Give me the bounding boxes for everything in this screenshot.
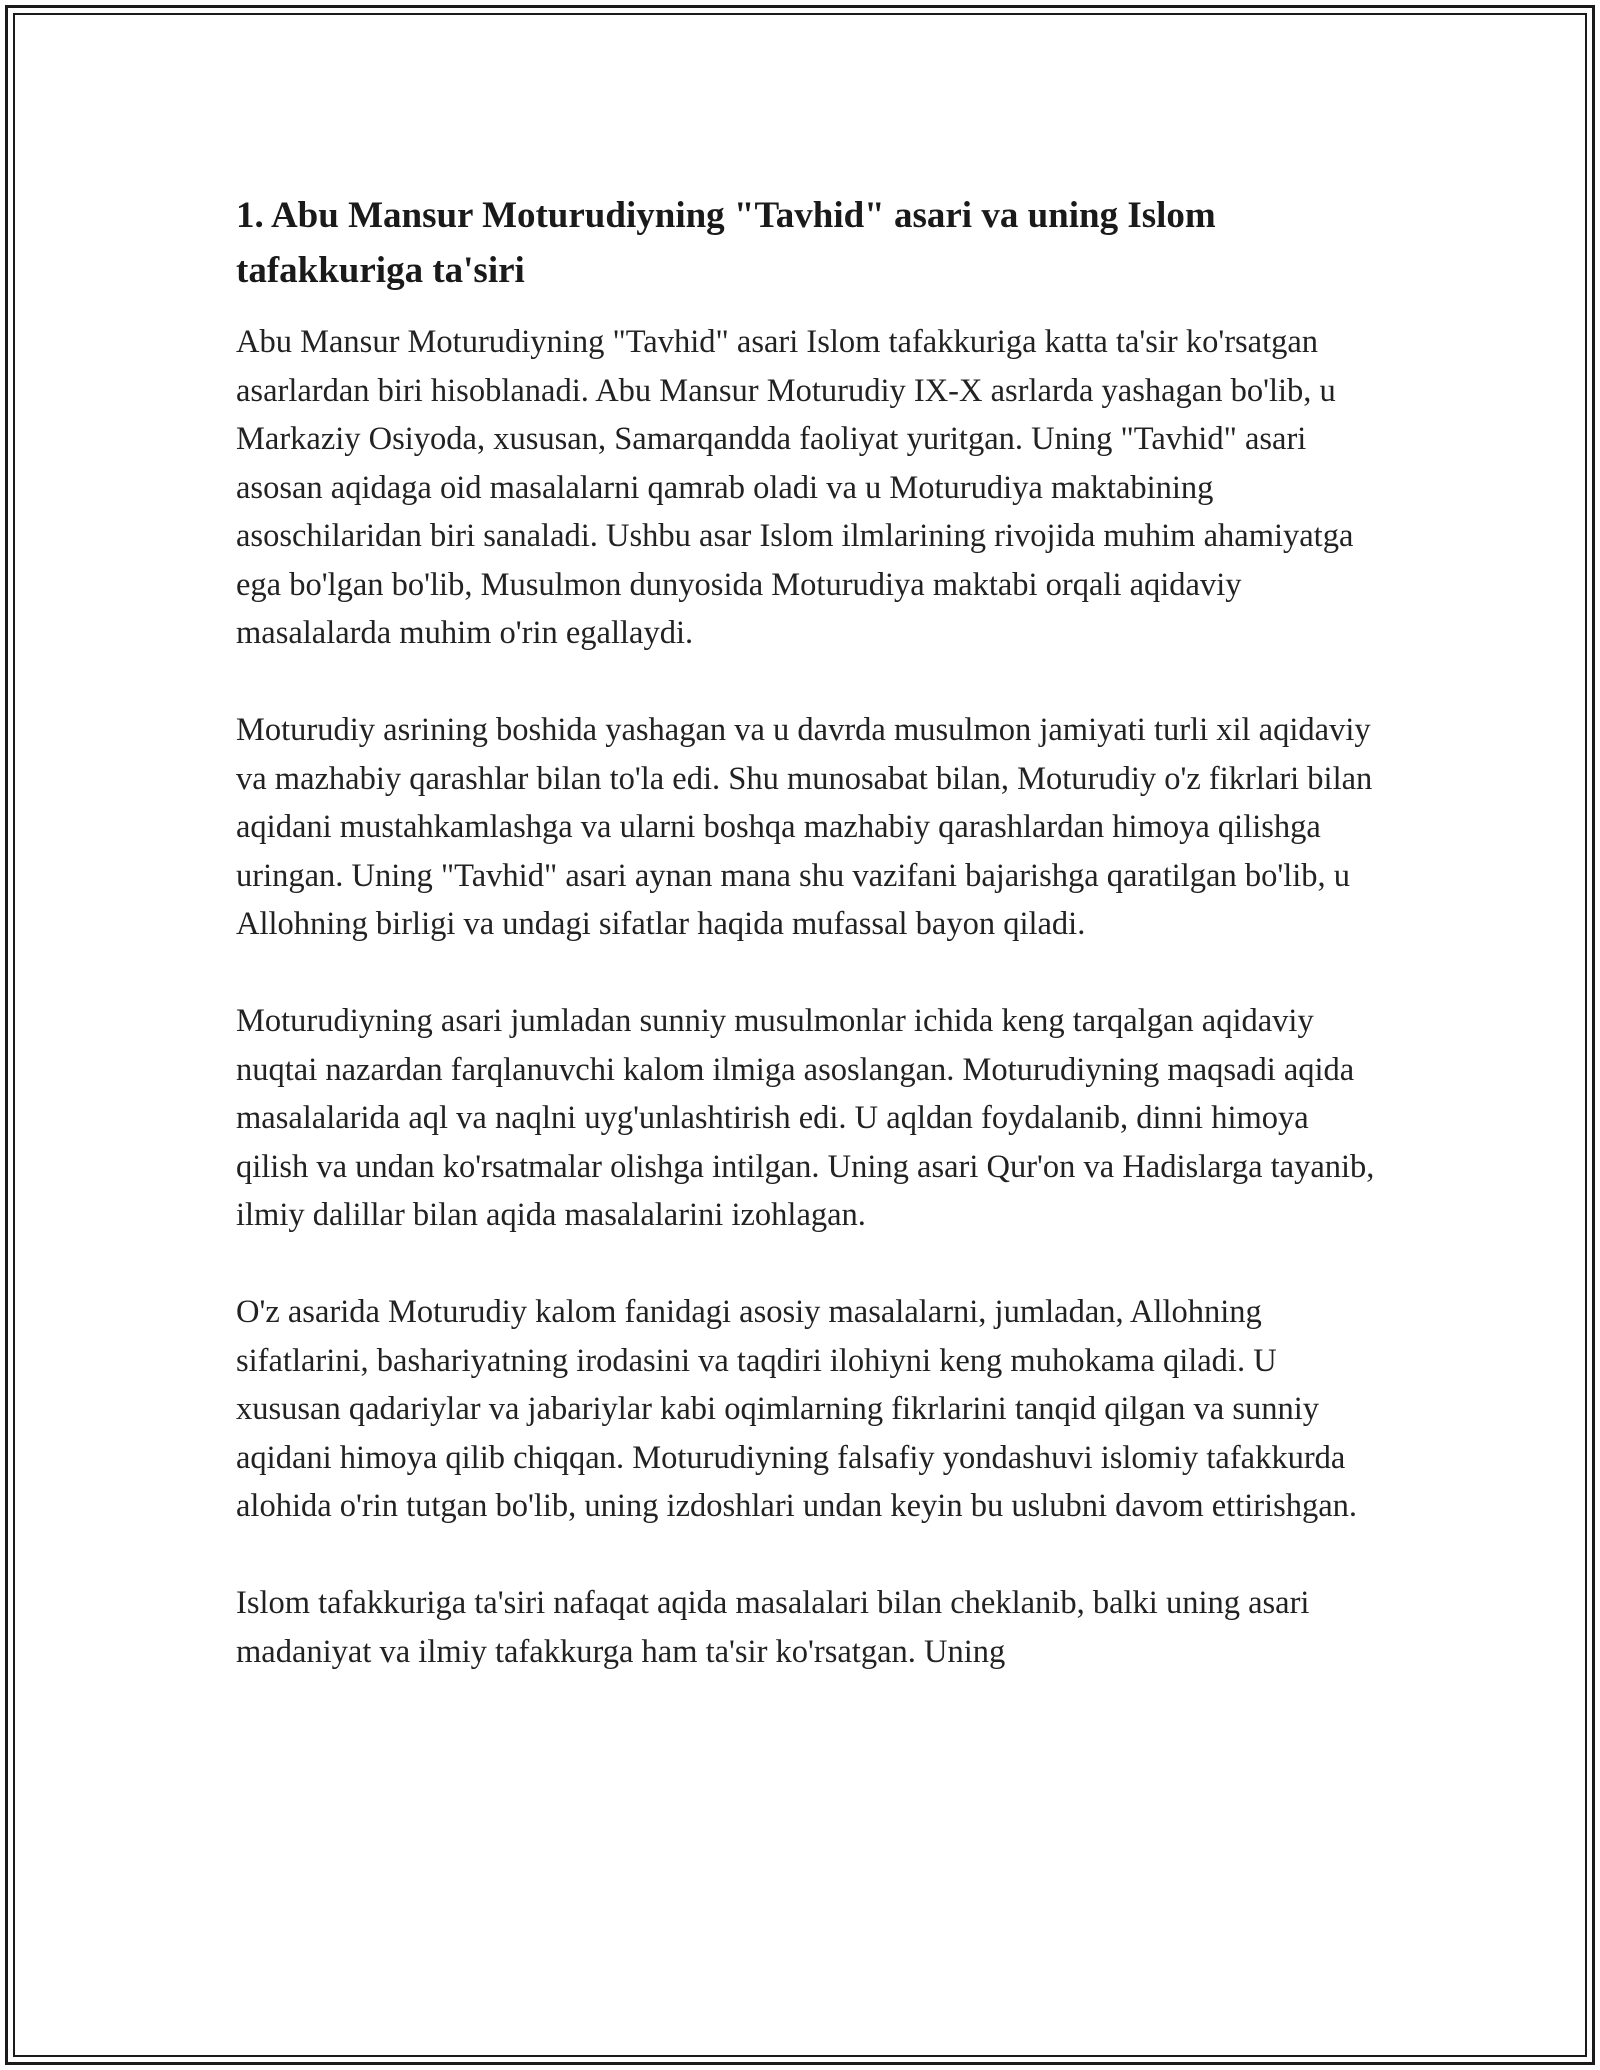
paragraph-5: Islom tafakkuriga ta'siri nafaqat aqida masalalari bilan cheklanib, balki uning asari madaniyat va ilmiy tafakkurga ham ta'sir ko'rsatgan. Uning — [236, 1585, 1310, 1670]
section-heading: 1. Abu Mansur Moturudiyning "Tavhid" asari va uning Islom tafakkuriga ta'siri — [236, 195, 1216, 291]
paragraph-4: O'z asarida Moturudiy kalom fanidagi asosiy masalalarni, jumladan, Allohning sifatlarini, bashariyatning irodasini va taqdiri ilohiyni keng muhokama qiladi. U xususan qadariylar va jabariylar kabi oqimlarning fikrlarini tanqid qilgan va sunniy aqidani himoya qilib chiqqan. Moturudiyning falsafiy yondashuvi islomiy tafakkurda alohida o'rin tutgan bo'lib, uning izdoshlari undan keyin bu uslubni davom ettirishgan. — [236, 1294, 1358, 1524]
paragraph-2: Moturudiy asrining boshida yashagan va u davrda musulmon jamiyati turli xil aqidaviy va mazhabiy qarashlar bilan to'la edi. Shu munosabat bilan, Moturudiy o'z fikrlari bilan aqidani mustahkamlashga va ularni boshqa mazhabiy qarashlardan himoya qilishga uringan. Uning "Tavhid" asari aynan mana shu vazifani bajarishga qaratilgan bo'lib, u Allohning birligi va undagi sifatlar haqida mufassal bayon qiladi. — [236, 712, 1373, 942]
document-content — [236, 188, 1376, 1725]
paragraph-3: Moturudiyning asari jumladan sunniy musulmonlar ichida keng tarqalgan aqidaviy nuqtai nazardan farqlanuvchi kalom ilmiga asoslangan. Moturudiyning maqsadi aqida masalalarida aql va naqlni uyg'unlashtirish edi. U aqldan foydalanib, dinni himoya qilish va undan ko'rsatmalar olishga intilgan. Uning asari Qur'on va Hadislarga tayanib, ilmiy dalillar bilan aqida masalalarini izohlagan. — [236, 1003, 1375, 1233]
document-body — [236, 318, 1376, 1676]
paragraph-1: Abu Mansur Moturudiyning "Tavhid" asari Islom tafakkuriga katta ta'sir ko'rsatgan asarlardan biri hisoblanadi. Abu Mansur Moturudiy IX-X asrlarda yashagan bo'lib, u Markaziy Osiyoda, xususan, Samarqandda faoliyat yuritgan. Uning "Tavhid" asari asosan aqidaga oid masalalarni qamrab oladi va u Moturudiya maktabining asoschilaridan biri sanaladi. Ushbu asar Islom ilmlarining rivojida muhim ahamiyatga ega bo'lgan bo'lib, Musulmon dunyosida Moturudiya maktabi orqali aqidaviy masalalarda muhim o'rin egallaydi. — [236, 324, 1354, 651]
